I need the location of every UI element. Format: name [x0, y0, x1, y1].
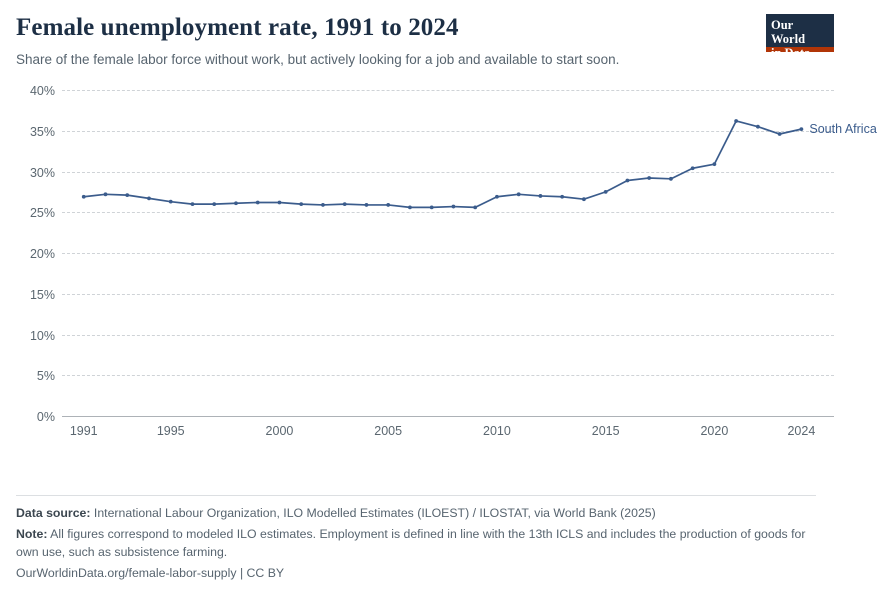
- x-axis-tick-label: 2020: [700, 424, 729, 438]
- x-axis-tick-label: 2000: [265, 424, 294, 438]
- y-axis-tick-label: 35%: [29, 124, 55, 139]
- x-axis-tick-label: 2010: [483, 424, 511, 438]
- data-source-line: [16, 505, 816, 522]
- x-axis-tick-label: 2015: [591, 424, 620, 438]
- data-source-label: Data source:: [16, 506, 91, 520]
- x-axis-tick-label: 2005: [374, 424, 403, 438]
- x-axis-tick-label: 1991: [69, 424, 98, 438]
- data-source-text: International Labour Organization, ILO Modelled Estimates (ILOEST) / ILOSTAT, via World Bank (2025): [90, 506, 656, 520]
- line-chart: [16, 82, 877, 492]
- x-axis-tick-label: 2024: [787, 424, 816, 438]
- note-line: [16, 526, 816, 561]
- our-world-in-data-logo[interactable]: [766, 14, 834, 60]
- chart-footer: [16, 505, 816, 583]
- y-axis-tick-label: 20%: [29, 247, 55, 261]
- chart-header: [16, 14, 756, 68]
- note-text: All figures correspond to modeled ILO estimates. Employment is defined in line with the 13th ICLS and includes the production of goods for own use, such as subsistence farming.: [16, 527, 806, 559]
- x-axis-tick-label: 1995: [156, 424, 185, 438]
- logo-line-2: in Data: [771, 46, 811, 60]
- y-axis-tick-label: 0%: [36, 410, 55, 424]
- y-axis-tick-label: 10%: [29, 328, 55, 343]
- y-axis-tick-label: 30%: [29, 165, 55, 180]
- series-label[interactable]: South Africa: [809, 122, 877, 137]
- note-label: Note:: [16, 527, 48, 542]
- y-axis-tick-label: 40%: [29, 84, 55, 98]
- chart-subtitle: Share of the female labor force without work, but actively looking for a job and available to start soon.: [16, 51, 620, 67]
- license-line[interactable]: OurWorldinData.org/female-labor-supply | CC BY: [16, 566, 285, 581]
- x-axis: [62, 416, 834, 454]
- y-axis-tick-label: 5%: [36, 369, 55, 384]
- logo-line-1: Our World: [771, 18, 806, 46]
- plot-area[interactable]: [29, 84, 877, 454]
- series-south-africa: [62, 90, 834, 418]
- footer-divider: [16, 495, 816, 496]
- y-axis-tick-label: 25%: [29, 206, 55, 221]
- page-title: Female unemployment rate, 1991 to 2024: [16, 14, 459, 41]
- y-axis-tick-label: 15%: [29, 287, 55, 302]
